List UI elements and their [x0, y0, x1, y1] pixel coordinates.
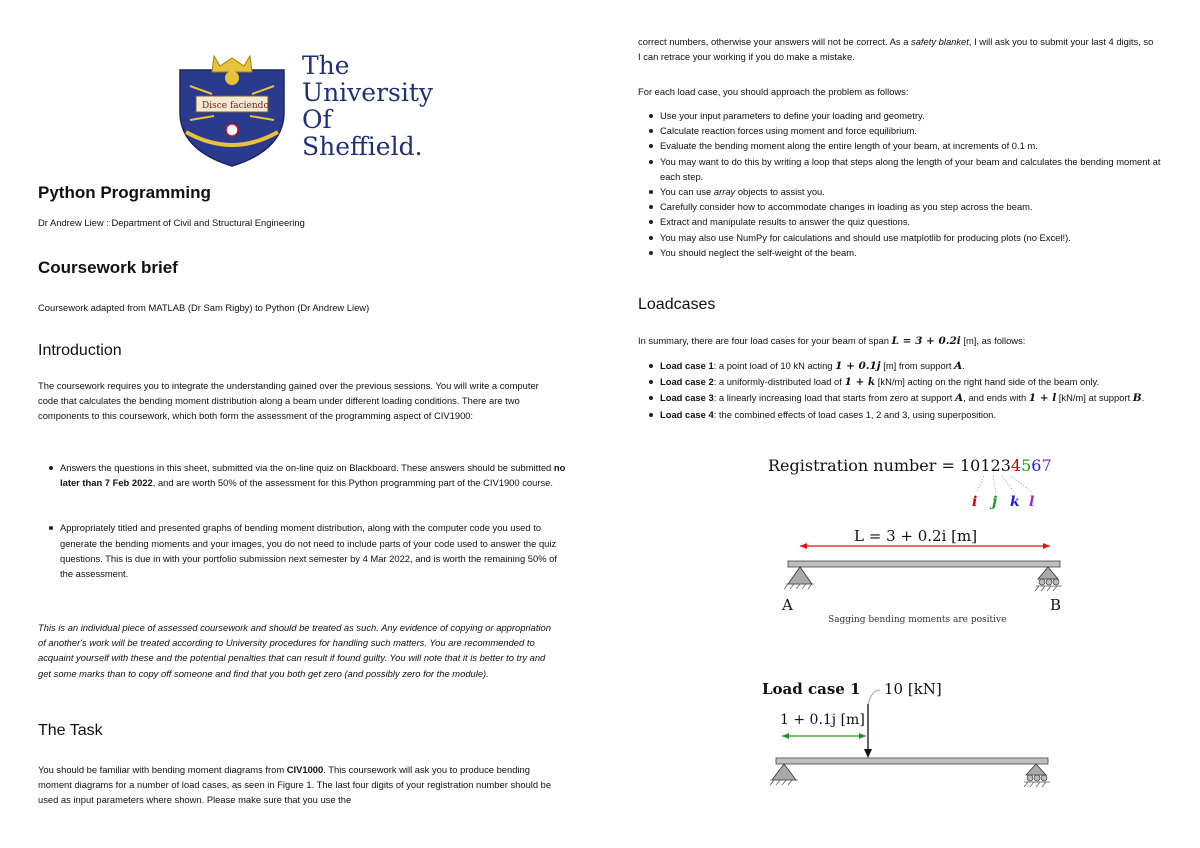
sagging-note: Sagging bending moments are positive: [828, 615, 1007, 625]
beam: [788, 561, 1060, 567]
intro-paragraph: The coursework requires you to integrate the understanding gained over the previous sessions. You will write a computer code that calculates the bending moment distribution along a beam under different loading conditions. There are two components to this coursework, which both form the assessment of the programming aspect of CIV1900:: [38, 380, 539, 422]
list-item: Calculate reaction forces using moment and force equilibrium.: [660, 123, 1165, 138]
approach-intro: For each load case, you should approach the problem as follows:: [638, 86, 909, 97]
roller-support-icon: [1026, 764, 1046, 775]
section-heading-introduction: Introduction: [38, 342, 122, 359]
list-item-load-case-1: Load case 1: a point load of 10 kN acting 1 + 0.1j [m] from support A.: [660, 358, 1165, 374]
logo-line-1: The: [302, 51, 350, 80]
list-item: Extract and manipulate results to answer the quiz questions.: [660, 214, 1165, 229]
list-item: Evaluate the bending moment along the entire length of your beam, at increments of 0.1 m.: [660, 138, 1165, 153]
list-item: Answers the questions in this sheet, submitted via the on-line quiz on Blackboard. These answers should be submitted no later than 7 Feb 2022, and are worth 50% of the assessment for this Python programming part of the CIV1900 course.: [60, 460, 572, 490]
load-case-1-load: 10 [kN]: [884, 680, 942, 698]
task-paragraph-continued: correct numbers, otherwise your answers will not be correct. As a safety blanket, I will ask you to submit your last 4 digits, so I can retrace your working if you do make a mistake.: [638, 36, 1154, 63]
logo-line-2: University: [302, 78, 434, 107]
span-label: L = 3 + 0.2i [m]: [854, 527, 978, 545]
registration-label: Registration number = 101234567: [768, 456, 1052, 475]
list-item-load-case-2: Load case 2: a uniformly-distributed load of 1 + k [kN/m] acting on the right hand side of the beam only.: [660, 374, 1165, 390]
list-item: Appropriately titled and presented graphs of bending moment distribution, along with the computer code you used to generate the bending moments and your images, you do not need to include parts of your code used to answer the quiz questions. This is due in with your portfolio submission next semester by 4 Mar 2022, and is worth the remaining 50% of the assessment.: [60, 520, 572, 581]
author-line: Dr Andrew Liew : Department of Civil and Structural Engineering: [38, 217, 305, 228]
approach-steps-list: [638, 108, 1165, 260]
logo-line-3: Of: [302, 105, 332, 134]
assessment-list: [38, 460, 572, 581]
pin-support-icon: [772, 764, 796, 780]
load-case-1-figure: [758, 676, 1088, 791]
list-item: Carefully consider how to accommodate changes in loading as you step across the beam.: [660, 199, 1165, 214]
list-item: You should neglect the self-weight of the beam.: [660, 245, 1165, 260]
list-item-load-case-4: Load case 4: the combined effects of load cases 1, 2 and 3, using superposition.: [660, 407, 1165, 422]
support-a-label: A: [782, 596, 793, 614]
roller-support-icon: [1038, 567, 1058, 579]
page-title: Python Programming: [38, 183, 211, 202]
list-item: You may also use NumPy for calculations and should use matplotlib for producing plots (no Excel!).: [660, 230, 1165, 245]
logo-line-4: Sheffield.: [302, 132, 423, 161]
loadcase-list: [638, 358, 1165, 422]
digit-pointer-lines: [977, 476, 1032, 492]
university-logo: [172, 50, 462, 168]
beam: [776, 758, 1048, 764]
section-heading-loadcases: Loadcases: [638, 296, 716, 313]
load-case-1-distance: 1 + 0.1j [m]: [780, 712, 865, 728]
pin-support-icon: [788, 567, 812, 584]
list-item: You can use array objects to assist you.: [660, 184, 1165, 199]
plagiarism-notice: This is an individual piece of assessed coursework and should be treated as such. Any evidence of copying or appropriation of another's work will be treated according to University procedures for handling such matters. You are recommended to acquaint yourself with these and the potential penalties that can result if found guilty. You will note that it is better to try and get some marks than to copy off someone and find that you both get zero (and possibly zero for the module).: [38, 622, 551, 679]
beam-figure-span: [758, 448, 1088, 628]
support-b-label: B: [1050, 596, 1062, 614]
loadcase-summary: In summary, there are four load cases for your beam of span L = 3 + 0.2i [m], as follows:: [638, 335, 1026, 347]
svg-text:Disce faciendo: Disce faciendo: [202, 101, 269, 111]
task-paragraph: You should be familiar with bending moment diagrams from CIV1000. This coursework will ask you to produce bending moment diagrams for a number of load cases, as seen in Figure 1. The last four digits of your registration number should be used as input parameters where shown. Please make sure that you use the: [38, 764, 552, 806]
university-crest-icon: [172, 50, 292, 168]
list-item-load-case-3: Load case 3: a linearly increasing load that starts from zero at support A, and ends with 1 + l [kN/m] at support B.: [660, 390, 1165, 406]
list-item: You may want to do this by writing a loop that steps along the length of your beam and calculates the bending moment at each step.: [660, 154, 1165, 184]
adapted-note: Coursework adapted from MATLAB (Dr Sam Rigby) to Python (Dr Andrew Liew): [38, 302, 370, 313]
section-heading-task: The Task: [38, 722, 103, 739]
list-item: Use your input parameters to define your loading and geometry.: [660, 108, 1165, 123]
load-case-1-title: Load case 1: [762, 680, 861, 698]
variable-labels: i j k l: [972, 494, 1035, 510]
section-heading-brief: Coursework brief: [38, 258, 178, 277]
